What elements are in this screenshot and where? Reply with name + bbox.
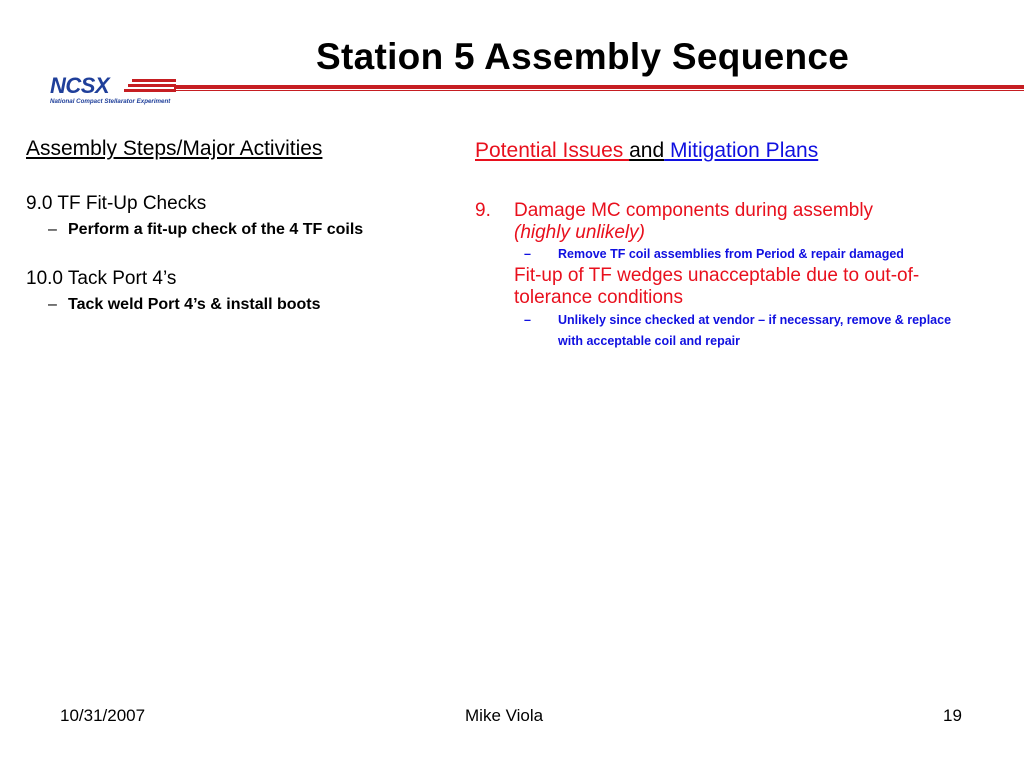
header-rule-thin (174, 90, 1024, 91)
header-rule (174, 85, 1024, 89)
dash-bullet: – (48, 221, 57, 238)
step-9-subitem (48, 221, 363, 239)
mitigation-plans-label: Mitigation Plans (664, 139, 819, 162)
and-label: and (629, 139, 665, 162)
slide-title: Station 5 Assembly Sequence (316, 36, 850, 77)
mitigation-2 (524, 310, 964, 352)
logo-subtitle: National Compact Stellarator Experiment (50, 98, 171, 105)
dash-bullet: – (524, 313, 531, 327)
step-10-subitem-text: Tack weld Port 4’s & install boots (68, 296, 321, 313)
dash-bullet: – (48, 296, 57, 313)
logo-text: NCSX (50, 73, 110, 98)
step-9-subitem-text: Perform a fit-up check of the 4 TF coils (68, 221, 364, 238)
step-10-subitem (48, 296, 321, 314)
potential-issues-label: Potential Issues (475, 139, 630, 162)
issue-2: Fit-up of TF wedges unacceptable due to out-of-tolerance conditions (514, 265, 920, 308)
issue-1 (514, 200, 974, 244)
mitigation-2-text: Unlikely since checked at vendor – if necessary, remove & replace with acceptable coil and repair (558, 313, 952, 348)
footer-presenter: Mike Viola (465, 706, 544, 725)
ncsx-logo (48, 72, 183, 108)
issue-1-text: Damage MC components during assembly (514, 200, 874, 221)
mitigation-1-text: Remove TF coil assemblies from Period & repair damaged (558, 247, 904, 261)
footer-date: 10/31/2007 (60, 706, 146, 725)
dash-bullet: – (524, 247, 531, 261)
footer-page-number: 19 (943, 706, 962, 725)
assembly-steps-heading: Assembly Steps/Major Activities (26, 137, 323, 160)
issue-number: 9. (475, 200, 491, 221)
issues-heading (475, 139, 818, 163)
issue-1-qualifier: (highly unlikely) (514, 222, 645, 243)
step-10-title: 10.0 Tack Port 4’s (26, 268, 177, 289)
step-9-title: 9.0 TF Fit-Up Checks (26, 193, 207, 214)
mitigation-1 (524, 244, 964, 265)
